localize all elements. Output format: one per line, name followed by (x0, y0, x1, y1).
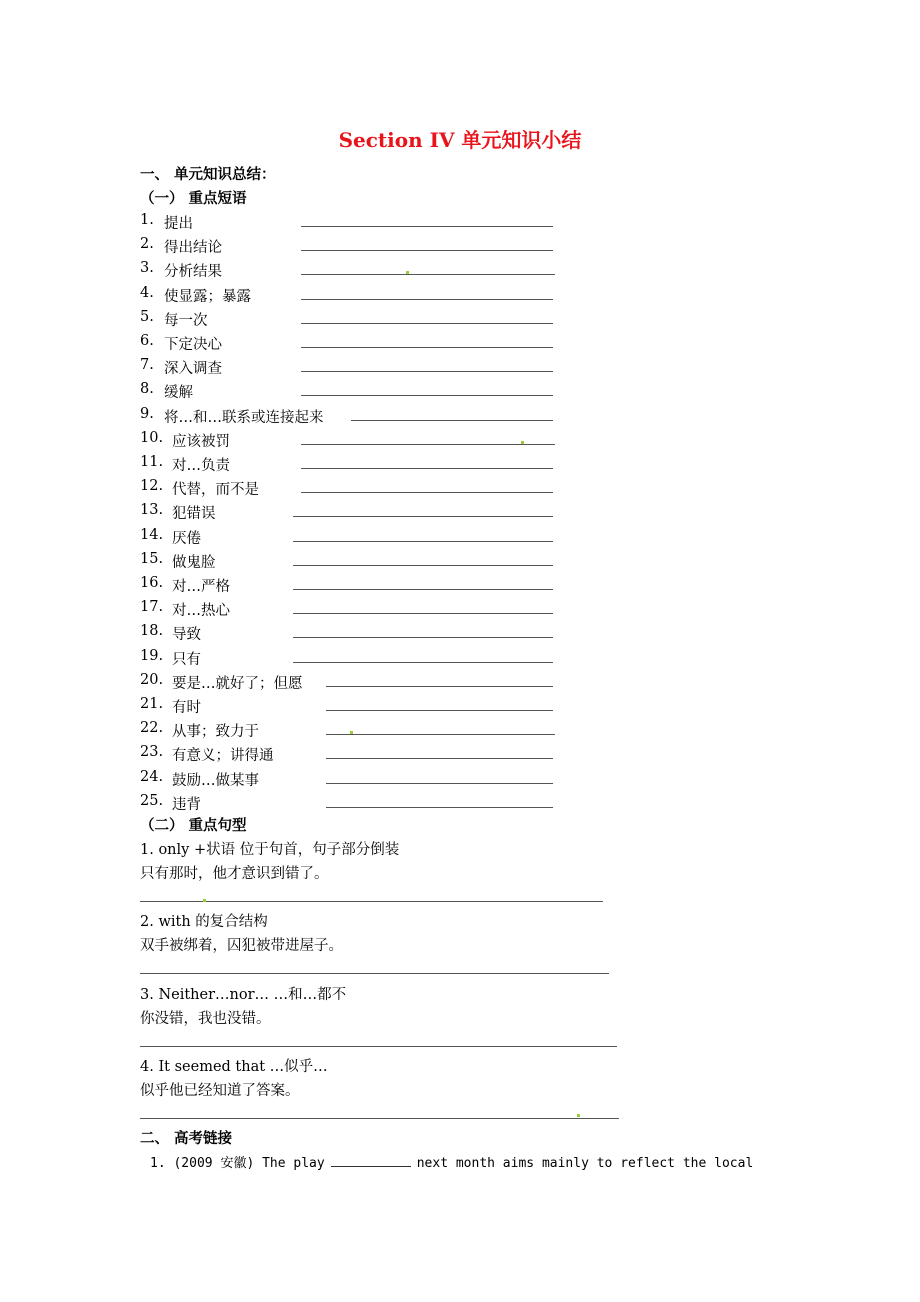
phrase-answer-blank[interactable] (301, 444, 555, 445)
phrase-answer-blank[interactable] (326, 758, 553, 759)
phrase-number: 22. (140, 720, 164, 737)
mark-dot (203, 899, 206, 902)
section-heading-gaokao: 二、 高考链接 (140, 1130, 233, 1147)
phrase-number: 7. (140, 357, 154, 374)
phrase-number: 18. (140, 623, 164, 640)
phrase-number: 9. (140, 405, 154, 422)
answer-line-1[interactable] (140, 901, 603, 902)
phrase-number: 8. (140, 381, 154, 398)
gaokao-question-1 (150, 1152, 753, 1171)
phrase-answer-blank[interactable] (301, 468, 553, 469)
phrase-answer-blank[interactable] (326, 783, 553, 784)
answer-line-4[interactable] (140, 1118, 619, 1119)
sentence-pattern-4: 4. It seemed that …似乎… (140, 1059, 328, 1075)
phrase-chinese: 厌倦 (172, 530, 201, 547)
phrases-heading: （一） 重点短语 (140, 190, 247, 207)
phrase-number: 15. (140, 550, 164, 567)
phrase-chinese: 鼓励…做某事 (172, 772, 259, 789)
phrase-chinese: 有时 (172, 700, 201, 716)
sentence-pattern-3: 3. Neither…nor… …和…都不 (140, 987, 347, 1003)
phrase-chinese: 得出结论 (164, 240, 222, 257)
phrase-chinese: 缓解 (164, 385, 193, 402)
phrase-number: 12. (140, 478, 164, 495)
phrase-answer-blank[interactable] (326, 710, 553, 711)
phrase-chinese: 对…负责 (172, 458, 230, 474)
phrase-answer-blank[interactable] (301, 323, 553, 324)
phrase-number: 11. (140, 454, 164, 470)
phrase-chinese: 要是…就好了；但愿 (172, 675, 303, 692)
sentences-heading: （二） 重点句型 (140, 817, 247, 834)
sentence-pattern-2: 2. with 的复合结构 (140, 914, 268, 930)
phrase-answer-blank[interactable] (293, 589, 553, 590)
phrase-chinese: 将…和…联系或连接起来 (164, 409, 324, 426)
phrase-number: 10. (140, 429, 164, 446)
phrase-number: 13. (140, 502, 164, 519)
sentence-example-2: 双手被绑着，囚犯被带进屋子。 (140, 938, 343, 954)
phrase-chinese: 下定决心 (164, 337, 222, 353)
gaokao-blank[interactable] (331, 1154, 411, 1167)
phrase-number: 3. (140, 260, 154, 277)
phrase-chinese: 违背 (172, 796, 201, 813)
mark-dot (577, 1114, 580, 1117)
section-heading-summary: 一、 单元知识总结： (140, 166, 276, 183)
sentence-example-3: 你没错，我也没错。 (140, 1011, 271, 1027)
gaokao-prefix: 1. (2009 安徽) The play (150, 1156, 325, 1171)
phrase-number: 6. (140, 333, 154, 349)
phrase-chinese: 深入调查 (164, 361, 222, 378)
phrase-answer-blank[interactable] (293, 565, 553, 566)
sentence-pattern-1: 1. only +状语 位于句首，句子部分倒装 (140, 842, 400, 858)
mark-dot (406, 271, 409, 274)
phrase-chinese: 每一次 (164, 312, 208, 329)
phrase-chinese: 应该被罚 (172, 433, 230, 450)
answer-line-2[interactable] (140, 973, 609, 974)
phrase-answer-blank[interactable] (301, 371, 553, 372)
phrase-number: 23. (140, 744, 164, 761)
sentence-example-4: 似乎他已经知道了答案。 (140, 1083, 300, 1099)
gaokao-suffix: next month aims mainly to reflect the local (416, 1156, 754, 1171)
phrase-number: 1. (140, 212, 154, 228)
phrase-answer-blank[interactable] (293, 613, 553, 614)
phrase-answer-blank[interactable] (293, 637, 553, 638)
phrase-number: 4. (140, 284, 154, 301)
phrase-answer-blank[interactable] (351, 420, 553, 421)
phrase-chinese: 对…热心 (172, 603, 230, 620)
sentence-example-1: 只有那时，他才意识到错了。 (140, 866, 329, 882)
phrase-number: 2. (140, 236, 154, 253)
phrase-chinese: 从事；致力于 (172, 724, 259, 741)
page-title: Section IV 单元知识小结 (338, 128, 582, 152)
phrase-chinese: 对…严格 (172, 579, 230, 595)
phrase-answer-blank[interactable] (293, 662, 553, 663)
phrase-chinese: 提出 (164, 216, 193, 232)
phrase-answer-blank[interactable] (301, 250, 553, 251)
phrase-number: 19. (140, 647, 164, 664)
mark-dot (350, 731, 353, 734)
phrase-answer-blank[interactable] (301, 299, 553, 300)
phrase-answer-blank[interactable] (301, 492, 553, 493)
phrase-number: 5. (140, 308, 154, 325)
phrase-number: 21. (140, 696, 164, 712)
phrase-number: 24. (140, 768, 164, 785)
phrase-chinese: 分析结果 (164, 264, 222, 281)
phrase-chinese: 使显露；暴露 (164, 288, 251, 305)
phrase-chinese: 导致 (172, 627, 201, 644)
phrase-number: 17. (140, 599, 164, 616)
phrase-number: 20. (140, 671, 164, 688)
phrase-number: 16. (140, 575, 164, 591)
phrase-number: 25. (140, 792, 164, 809)
phrase-answer-blank[interactable] (326, 807, 553, 808)
phrase-answer-blank[interactable] (301, 395, 553, 396)
phrase-answer-blank[interactable] (326, 686, 553, 687)
phrase-answer-blank[interactable] (301, 274, 555, 275)
answer-line-3[interactable] (140, 1046, 617, 1047)
phrase-answer-blank[interactable] (301, 347, 553, 348)
phrase-answer-blank[interactable] (293, 516, 553, 517)
phrase-chinese: 代替，而不是 (172, 482, 259, 499)
phrase-chinese: 做鬼脸 (172, 554, 216, 571)
phrase-chinese: 有意义；讲得通 (172, 748, 274, 765)
phrase-number: 14. (140, 526, 164, 543)
mark-dot (521, 441, 524, 444)
phrase-answer-blank[interactable] (293, 541, 553, 542)
phrase-answer-blank[interactable] (301, 226, 553, 227)
phrase-answer-blank[interactable] (326, 734, 555, 735)
phrase-chinese: 犯错误 (172, 506, 216, 523)
phrase-chinese: 只有 (172, 651, 201, 668)
